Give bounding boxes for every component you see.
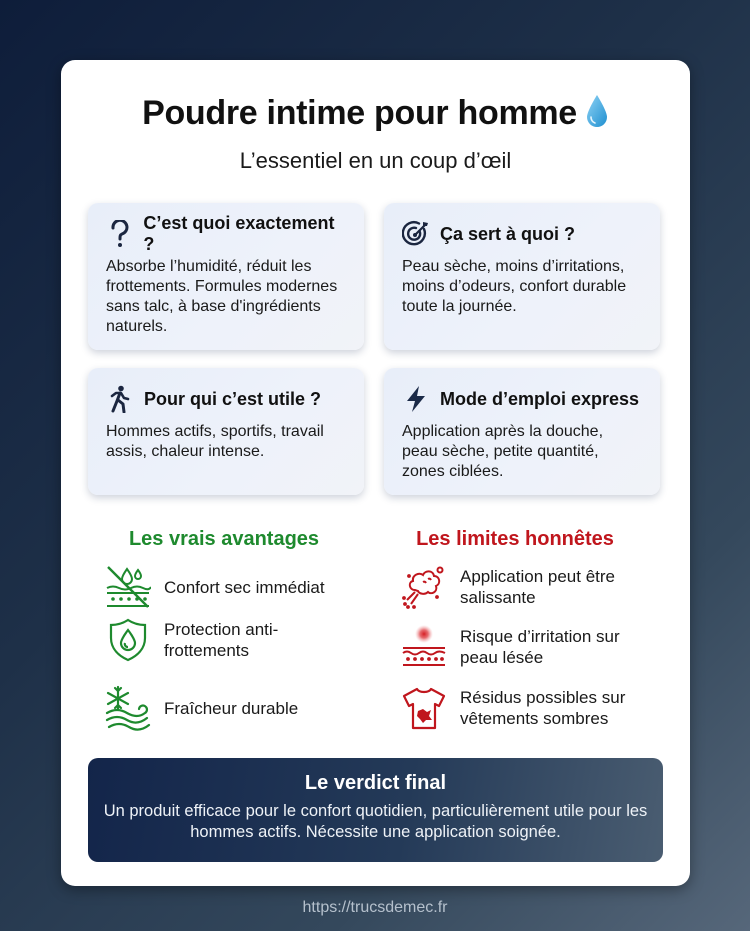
title-text: Poudre intime pour homme — [142, 94, 577, 132]
page-title — [61, 94, 690, 137]
info-box-purpose — [384, 203, 660, 350]
advantage-label: Fraîcheur durable — [164, 698, 299, 718]
stained-tshirt-icon — [400, 684, 448, 732]
snowflake-wind-icon — [104, 684, 152, 732]
box-title: Mode d’emploi express — [440, 388, 640, 409]
limit-item — [400, 623, 650, 671]
info-box-usage — [384, 368, 660, 495]
box-text: Application après la douche, peau sèche, petite quantité, zones ciblées. — [402, 423, 604, 480]
verdict-title: Le verdict final — [304, 772, 447, 794]
limits-title: Les limites honnêtes — [416, 528, 614, 550]
limit-item — [400, 563, 650, 611]
info-box-what — [88, 203, 364, 350]
no-moisture-icon — [104, 563, 152, 611]
box-text: Absorbe l’humidité, réduit les frottements. Formules modernes sans talc, à base d'ingrédients naturels. — [106, 258, 338, 335]
box-title: Ça sert à quoi ? — [440, 223, 576, 244]
limit-item — [400, 684, 650, 732]
infographic-card — [61, 60, 690, 886]
advantage-item — [104, 684, 354, 732]
verdict-panel — [88, 758, 663, 862]
advantages-title: Les vrais avantages — [128, 528, 320, 550]
footer-url: https://trucsdemec.fr — [302, 899, 448, 916]
box-text: Peau sèche, moins d’irritations, moins d’odeurs, confort durable toute la journée. — [402, 258, 627, 315]
limit-label: Application peut être salissante — [460, 567, 615, 607]
target-icon — [402, 220, 430, 248]
water-drop-icon — [585, 94, 609, 137]
powder-cloud-icon — [400, 563, 448, 611]
skin-irritation-icon — [400, 623, 448, 671]
box-title: Pour qui c’est utile ? — [144, 388, 322, 409]
page-subtitle: L’essentiel en un coup d’œil — [239, 148, 512, 173]
verdict-text: Un produit efficace pour le confort quotidien, particulièrement utile pour les hommes actifs. Nécessite une application soignée. — [103, 802, 648, 841]
advantage-label: Confort sec immédiat — [164, 577, 325, 597]
box-text: Hommes actifs, sportifs, travail assis, chaleur intense. — [106, 423, 324, 460]
advantage-item — [104, 563, 354, 611]
limit-label: Risque d’irritation sur peau lésée — [460, 627, 620, 667]
advantage-label: Protection anti-frottements — [164, 620, 279, 660]
box-title: C’est quoi exactement ? — [143, 213, 335, 254]
advantage-item — [104, 616, 354, 664]
limit-label: Résidus possibles sur vêtements sombres — [460, 688, 626, 728]
question-mark-icon — [106, 220, 133, 248]
shield-drop-icon — [104, 616, 152, 664]
running-person-icon — [106, 385, 134, 413]
info-box-audience — [88, 368, 364, 495]
lightning-bolt-icon — [402, 385, 430, 413]
